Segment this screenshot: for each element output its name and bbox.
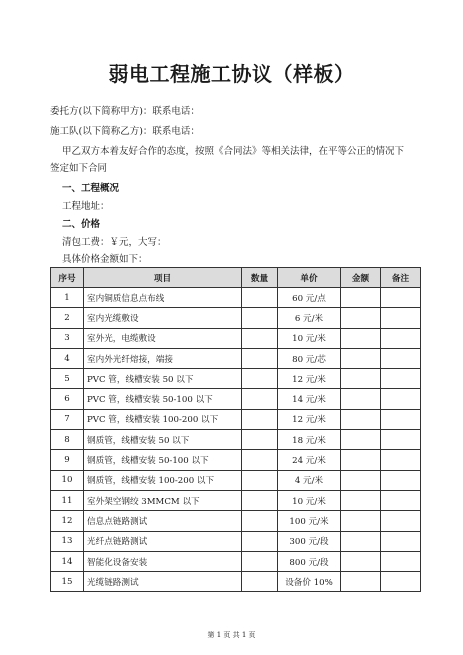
cell-remark xyxy=(381,551,421,571)
header-no: 序号 xyxy=(51,268,84,288)
cell-qty xyxy=(242,572,278,592)
cell-remark xyxy=(381,308,421,328)
cell-qty xyxy=(242,511,278,531)
cell-item: PVC 管，线槽安装 50 以下 xyxy=(84,369,242,389)
cell-no: 6 xyxy=(51,389,84,409)
table-row xyxy=(51,288,421,308)
cell-unit-price: 800 元/段 xyxy=(278,551,341,571)
cell-no: 8 xyxy=(51,430,84,450)
cell-unit-price: 10 元/米 xyxy=(278,328,341,348)
price-table xyxy=(50,267,421,592)
cell-unit-price: 300 元/段 xyxy=(278,531,341,551)
table-row xyxy=(51,511,421,531)
cell-remark xyxy=(381,450,421,470)
cell-unit-price: 4 元/米 xyxy=(278,470,341,490)
table-row xyxy=(51,430,421,450)
header-item: 项目 xyxy=(84,268,242,288)
cell-amount xyxy=(341,470,381,490)
table-header-row xyxy=(51,268,421,288)
cell-item: 室内外光纤熔接，端接 xyxy=(84,348,242,368)
cell-amount xyxy=(341,409,381,429)
cell-remark xyxy=(381,490,421,510)
cell-amount xyxy=(341,369,381,389)
cell-no: 15 xyxy=(51,572,84,592)
cell-qty xyxy=(242,490,278,510)
table-row xyxy=(51,470,421,490)
cell-unit-price: 100 元/米 xyxy=(278,511,341,531)
cell-item: 钢质管，线槽安装 50 以下 xyxy=(84,430,242,450)
page-footer: 第 1 页 共 1 页 xyxy=(207,631,256,639)
document-title: 弱电工程施工协议（样板） xyxy=(108,62,355,86)
cell-qty xyxy=(242,551,278,571)
cell-qty xyxy=(242,531,278,551)
cell-no: 14 xyxy=(51,551,84,571)
table-row xyxy=(51,450,421,470)
cell-unit-price: 18 元/米 xyxy=(278,430,341,450)
cell-remark xyxy=(381,348,421,368)
header-remark: 备注 xyxy=(381,268,421,288)
cell-no: 10 xyxy=(51,470,84,490)
cell-item: 智能化设备安装 xyxy=(84,551,242,571)
cell-qty xyxy=(242,470,278,490)
cell-amount xyxy=(341,490,381,510)
client-line: 委托方(以下简称甲方)：联系电话： xyxy=(50,106,200,117)
cell-no: 4 xyxy=(51,348,84,368)
cell-remark xyxy=(381,430,421,450)
cell-remark xyxy=(381,470,421,490)
cell-remark xyxy=(381,511,421,531)
cell-no: 13 xyxy=(51,531,84,551)
cell-remark xyxy=(381,389,421,409)
cell-unit-price: 80 元/芯 xyxy=(278,348,341,368)
cell-remark xyxy=(381,369,421,389)
cell-amount xyxy=(341,511,381,531)
cell-qty xyxy=(242,369,278,389)
cell-no: 2 xyxy=(51,308,84,328)
cell-item: PVC 管，线槽安装 100-200 以下 xyxy=(84,409,242,429)
cell-qty xyxy=(242,308,278,328)
table-row xyxy=(51,551,421,571)
cell-qty xyxy=(242,409,278,429)
cell-item: 室外架空钢绞 3MMCM 以下 xyxy=(84,490,242,510)
lump-sum-line: 清包工费：￥元，大写： xyxy=(62,237,167,248)
cell-unit-price: 14 元/米 xyxy=(278,389,341,409)
cell-amount xyxy=(341,288,381,308)
cell-unit-price: 12 元/米 xyxy=(278,409,341,429)
header-unit-price: 单价 xyxy=(278,268,341,288)
cell-remark xyxy=(381,288,421,308)
table-row xyxy=(51,531,421,551)
cell-qty xyxy=(242,328,278,348)
cell-amount xyxy=(341,551,381,571)
cell-remark xyxy=(381,328,421,348)
cell-item: 室内光缆敷设 xyxy=(84,308,242,328)
cell-item: PVC 管，线槽安装 50-100 以下 xyxy=(84,389,242,409)
header-qty: 数量 xyxy=(242,268,278,288)
cell-unit-price: 6 元/米 xyxy=(278,308,341,328)
cell-amount xyxy=(341,348,381,368)
cell-amount xyxy=(341,531,381,551)
cell-qty xyxy=(242,450,278,470)
cell-amount xyxy=(341,572,381,592)
table-row xyxy=(51,490,421,510)
cell-amount xyxy=(341,389,381,409)
table-row xyxy=(51,369,421,389)
cell-item: 信息点链路测试 xyxy=(84,511,242,531)
cell-item: 光缆链路测试 xyxy=(84,572,242,592)
cell-amount xyxy=(341,430,381,450)
cell-unit-price: 12 元/米 xyxy=(278,369,341,389)
cell-item: 室内铜质信息点布线 xyxy=(84,288,242,308)
cell-item: 钢质管，线槽安装 100-200 以下 xyxy=(84,470,242,490)
header-amount: 金额 xyxy=(341,268,381,288)
cell-amount xyxy=(341,450,381,470)
cell-remark xyxy=(381,531,421,551)
cell-qty xyxy=(242,430,278,450)
cell-no: 12 xyxy=(51,511,84,531)
cell-no: 11 xyxy=(51,490,84,510)
cell-remark xyxy=(381,409,421,429)
cell-no: 3 xyxy=(51,328,84,348)
cell-no: 1 xyxy=(51,288,84,308)
cell-unit-price: 24 元/米 xyxy=(278,450,341,470)
cell-item: 钢质管，线槽安装 50-100 以下 xyxy=(84,450,242,470)
cell-unit-price: 60 元/点 xyxy=(278,288,341,308)
cell-qty xyxy=(242,348,278,368)
section-2-title: 二、价格 xyxy=(62,219,101,230)
cell-no: 5 xyxy=(51,369,84,389)
contractor-line: 施工队(以下简称乙方)：联系电话： xyxy=(50,126,200,137)
section-1-title: 一、工程概况 xyxy=(62,183,120,194)
table-row xyxy=(51,308,421,328)
table-row xyxy=(51,389,421,409)
intro-line-2: 签定如下合同 xyxy=(50,163,108,174)
table-row xyxy=(51,348,421,368)
cell-amount xyxy=(341,328,381,348)
table-row xyxy=(51,328,421,348)
site-address-label: 工程地址： xyxy=(62,201,110,212)
table-row xyxy=(51,572,421,592)
table-row xyxy=(51,409,421,429)
cell-qty xyxy=(242,288,278,308)
cell-unit-price: 设备价 10% xyxy=(278,572,341,592)
cell-amount xyxy=(341,308,381,328)
cell-qty xyxy=(242,389,278,409)
cell-unit-price: 10 元/米 xyxy=(278,490,341,510)
cell-item: 光纤点链路测试 xyxy=(84,531,242,551)
cell-item: 室外光，电缆敷设 xyxy=(84,328,242,348)
price-detail-line: 具体价格金额如下： xyxy=(62,254,148,265)
cell-no: 9 xyxy=(51,450,84,470)
cell-no: 7 xyxy=(51,409,84,429)
cell-remark xyxy=(381,572,421,592)
intro-line-1: 甲乙双方本着友好合作的态度，按照《合同法》等相关法律，在平等公正的情况下 xyxy=(62,146,405,157)
